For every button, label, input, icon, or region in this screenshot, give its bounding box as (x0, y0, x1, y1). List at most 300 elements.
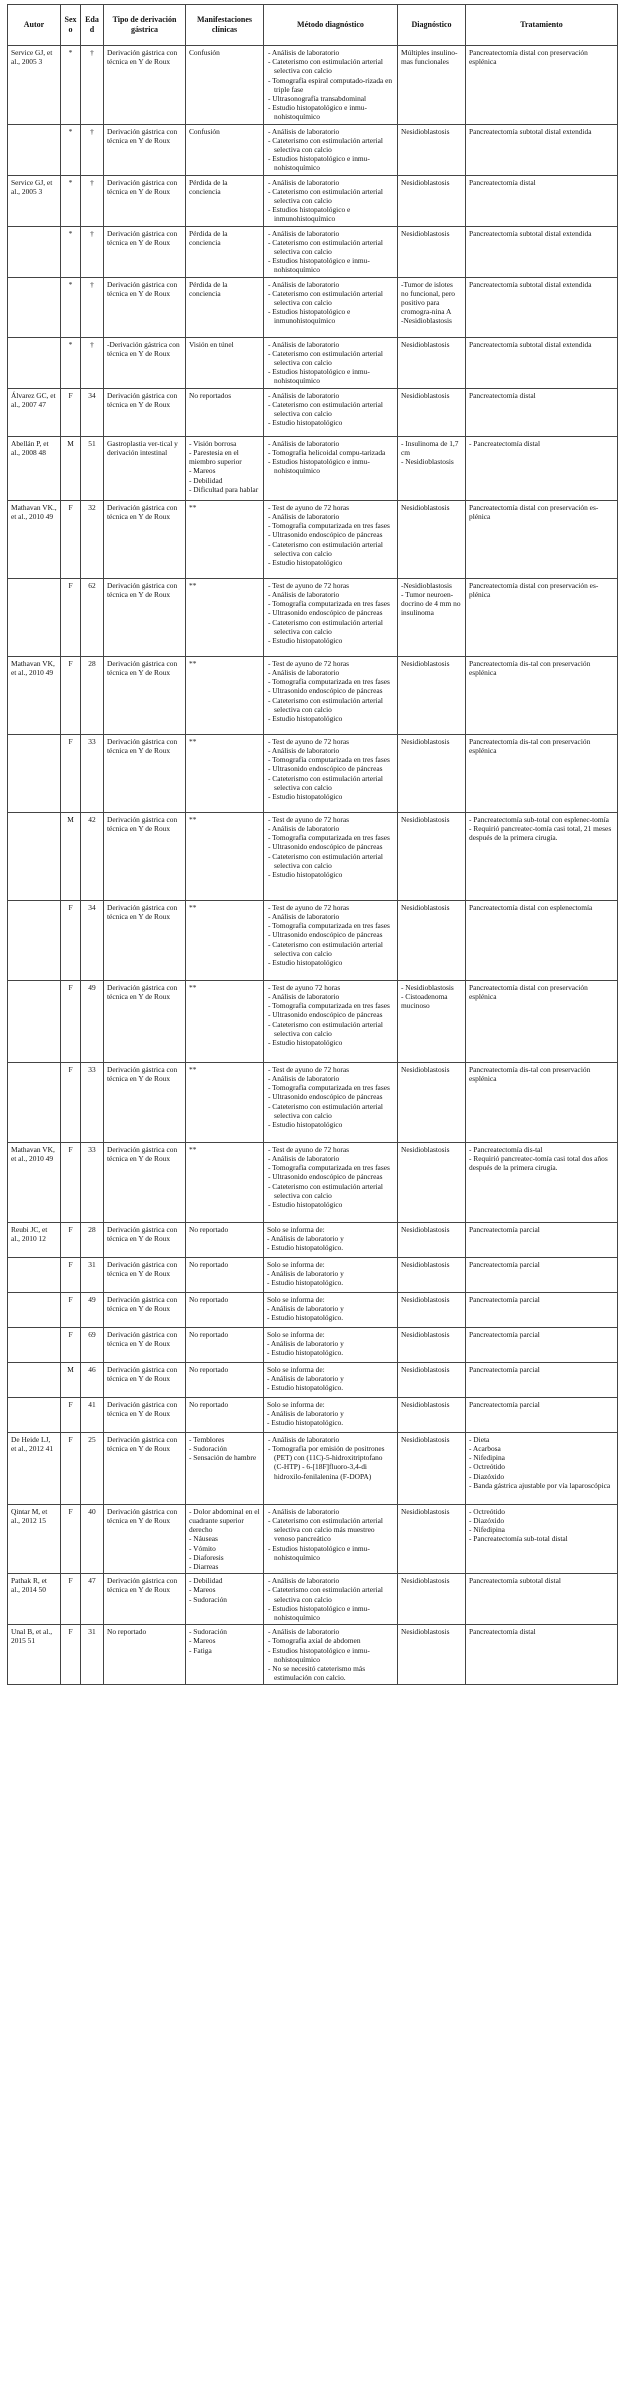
cell-metodo (264, 980, 398, 1062)
cell-manifestaciones (186, 500, 264, 578)
cell-metodo-item: - Análisis de laboratorio (268, 589, 340, 599)
cell-edad: † (81, 175, 104, 226)
cell-edad: 31 (81, 1257, 104, 1292)
cell-edad: 69 (81, 1327, 104, 1362)
cell-metodo-item: - Tomografía computarizada en tres fases (268, 1001, 390, 1011)
cell-metodo-item: - Estudios histopatológico e inmu-nohistoquímico (268, 154, 370, 173)
cell-tratamiento (466, 1257, 618, 1292)
cell-manifestaciones-item: ** (189, 1144, 197, 1154)
cell-metodo-item: - Análisis de laboratorio (268, 667, 340, 677)
cell-metodo (264, 1625, 398, 1685)
cell-tipo: Derivación gástrica con técnica en Y de Roux (104, 734, 186, 812)
cell-diagnostico-item: Nesidioblastosis (401, 736, 450, 746)
cell-edad: 46 (81, 1362, 104, 1397)
cell-manifestaciones (186, 980, 264, 1062)
cell-tratamiento (466, 436, 618, 500)
cell-sexo: * (61, 277, 81, 337)
cell-metodo-item: - Análisis de laboratorio y (267, 1303, 344, 1313)
cell-metodo (264, 337, 398, 388)
table-row (8, 980, 618, 1062)
cell-metodo-item: - Análisis de laboratorio (268, 1434, 340, 1444)
cell-manifestaciones (186, 1257, 264, 1292)
cell-tratamiento (466, 1292, 618, 1327)
cell-manifestaciones-item: ** (189, 1064, 197, 1074)
table-row (8, 500, 618, 578)
cell-diagnostico-item: Nesidioblastosis (401, 1224, 450, 1234)
cell-edad: 28 (81, 1222, 104, 1257)
cell-tratamiento-item: Pancreatectomía subtotal distal extendida (469, 339, 592, 349)
table-row (8, 1574, 618, 1625)
cell-diagnostico-item: Nesidioblastosis (401, 126, 450, 136)
cell-tratamiento (466, 1504, 618, 1573)
cell-sexo: F (61, 734, 81, 812)
table-row (8, 1327, 618, 1362)
table-row (8, 226, 618, 277)
cell-metodo-item: - Análisis de laboratorio (268, 438, 340, 448)
cell-diagnostico (398, 388, 466, 436)
cell-metodo-item: - Análisis de laboratorio (268, 48, 340, 57)
cell-manifestaciones-item: No reportado (189, 1364, 229, 1374)
cell-metodo-item: - Estudio histopatológico. (267, 1278, 344, 1288)
cell-metodo-item: - Tomografía computarizada en tres fases (268, 677, 390, 687)
cell-diagnostico-item: Nesidioblastosis (401, 1399, 450, 1409)
table-row (8, 1397, 618, 1432)
cell-metodo (264, 436, 398, 500)
cell-manifestaciones (186, 1625, 264, 1685)
cell-manifestaciones (186, 1362, 264, 1397)
cell-sexo: * (61, 46, 81, 125)
table-row (8, 1625, 618, 1685)
cell-tratamiento-item: Pancreatectomía subtotal distal (469, 1576, 561, 1586)
cell-tratamiento-item: Pancreatectomía dis-tal con preservación esplénica (469, 658, 591, 677)
cell-sexo: F (61, 980, 81, 1062)
cell-metodo-item: - Ultrasonido endoscópico de páncreas (268, 764, 383, 774)
cell-metodo-item: - Cateterismo con estimulación arterial selectiva con calcio (268, 237, 383, 257)
cell-metodo-item: - Análisis de laboratorio (268, 177, 340, 187)
cell-sexo: F (61, 1432, 81, 1504)
cell-metodo-item: - Tomografía computarizada en tres fases (268, 599, 390, 609)
cell-diagnostico (398, 175, 466, 226)
cell-metodo-item: - Tomografía axial de abdomen (268, 1636, 361, 1646)
table-row (8, 1432, 618, 1504)
cell-metodo-item: - Análisis de laboratorio (268, 1506, 340, 1516)
cell-metodo-item: - Estudio histopatológico (268, 1037, 343, 1047)
cell-tipo: Derivación gástrica con técnica en Y de Roux (104, 277, 186, 337)
cell-metodo (264, 578, 398, 656)
cell-diagnostico-item: Nesidioblastosis (401, 1294, 450, 1304)
cell-metodo-item: - Análisis de laboratorio (268, 1153, 340, 1163)
table-row (8, 277, 618, 337)
cell-edad: 25 (81, 1432, 104, 1504)
cell-autor (8, 337, 61, 388)
cell-tratamiento (466, 1362, 618, 1397)
cell-tipo: No reportado (104, 1625, 186, 1685)
cell-tipo: Derivación gástrica con técnica en Y de Roux (104, 124, 186, 175)
cell-metodo-item: - Análisis de laboratorio (268, 911, 340, 921)
cell-tratamiento (466, 277, 618, 337)
cell-tratamiento-item: Pancreatectomía dis-tal con preservación esplénica (469, 736, 591, 755)
cell-metodo-item: - Tomografía computarizada en tres fases (268, 1083, 390, 1093)
cell-diagnostico (398, 226, 466, 277)
cell-metodo-item: - Cateterismo con estimulación arterial selectiva con calcio más muestreo venoso pancreático (268, 1515, 383, 1544)
cell-manifestaciones-item: Confusión (189, 48, 220, 57)
cell-metodo-item: - Cateterismo con estimulación arterial selectiva con calcio (268, 186, 383, 206)
cell-tipo: Derivación gástrica con técnica en Y de Roux (104, 388, 186, 436)
cell-manifestaciones (186, 175, 264, 226)
cell-sexo: F (61, 1222, 81, 1257)
cell-diagnostico (398, 1257, 466, 1292)
cell-metodo-item: - Test de ayuno de 72 horas (268, 502, 350, 512)
cell-sexo: F (61, 1257, 81, 1292)
cell-tratamiento (466, 1625, 618, 1685)
table-row (8, 1292, 618, 1327)
cell-sexo: M (61, 1362, 81, 1397)
cell-autor: Mathavan VK, et al., 2010 49 (8, 1142, 61, 1222)
cell-tratamiento-item: Pancreatectomía distal (469, 1627, 536, 1637)
header-manifestaciones: Manifestaciones clínicas (186, 5, 264, 46)
cell-metodo-item: - Análisis de laboratorio (268, 1627, 340, 1637)
cell-metodo-item: - Análisis de laboratorio (268, 279, 340, 289)
cell-diagnostico (398, 500, 466, 578)
cell-metodo-item: - Test de ayuno de 72 horas (268, 658, 350, 668)
cell-diagnostico (398, 1397, 466, 1432)
cell-autor (8, 812, 61, 900)
cell-metodo-item: - Cateterismo con estimulación arterial selectiva con calcio (268, 1101, 383, 1120)
cell-tratamiento-item: - Diazóxido (469, 1515, 505, 1525)
cell-metodo-item: - Estudio histopatológico (268, 1199, 343, 1209)
cell-edad: 31 (81, 1625, 104, 1685)
cell-tratamiento-item: - Acarbosa (469, 1443, 501, 1453)
cell-sexo: F (61, 578, 81, 656)
cell-metodo-item: - Cateterismo con estimulación arterial selectiva con calcio (268, 1181, 383, 1200)
cell-autor: Mathavan VK, et al., 2010 49 (8, 656, 61, 734)
cell-metodo-item: - Estudio histopatológico. (267, 1243, 344, 1253)
cell-tratamiento-item: Pancreatectomía parcial (469, 1364, 540, 1374)
cell-sexo: F (61, 388, 81, 436)
cell-metodo-item: - Cateterismo con estimulación arterial selectiva con calcio (268, 773, 383, 792)
cell-manifestaciones-item: - Diarreas (189, 1561, 219, 1571)
cell-manifestaciones-item: - Dificultad para hablar (189, 484, 259, 494)
cell-manifestaciones-item: - Debilidad (189, 1576, 223, 1586)
cell-metodo-item: - Cateterismo con estimulación arterial selectiva con calcio (268, 851, 383, 870)
cell-metodo-item: - Cateterismo con estimulación arterial selectiva con calcio (268, 288, 383, 308)
cell-metodo (264, 277, 398, 337)
cell-tratamiento (466, 1574, 618, 1625)
cell-autor (8, 1397, 61, 1432)
cell-tipo: Derivación gástrica con técnica en Y de Roux (104, 1432, 186, 1504)
cell-metodo-item: - Análisis de laboratorio (268, 1073, 340, 1083)
cell-tipo: Derivación gástrica con técnica en Y de Roux (104, 1574, 186, 1625)
cell-metodo (264, 656, 398, 734)
cell-tratamiento-item: Pancreatectomía dis-tal con preservación esplénica (469, 1064, 591, 1083)
cell-sexo: F (61, 1397, 81, 1432)
cell-manifestaciones (186, 277, 264, 337)
cell-tratamiento-item: Pancreatectomía distal con preservación esplénica (469, 48, 588, 67)
cell-tratamiento-item: Pancreatectomía distal (469, 390, 536, 400)
cell-metodo-item: - Análisis de laboratorio (268, 991, 340, 1001)
cell-metodo-item: - Estudios histopatológico e inmunohistoquímico (268, 205, 351, 224)
cell-manifestaciones (186, 124, 264, 175)
cell-metodo-item: - Test de ayuno de 72 horas (268, 902, 350, 912)
cell-tratamiento (466, 1062, 618, 1142)
cell-metodo (264, 900, 398, 980)
cell-autor (8, 980, 61, 1062)
cell-manifestaciones-item: - Visión borrosa (189, 438, 237, 448)
cell-metodo-item: - Estudio histopatológico (268, 713, 343, 723)
cell-diagnostico (398, 812, 466, 900)
cell-tipo: Derivación gástrica con técnica en Y de Roux (104, 1292, 186, 1327)
table-row (8, 1504, 618, 1573)
cell-edad: 40 (81, 1504, 104, 1573)
cell-tratamiento (466, 812, 618, 900)
cell-manifestaciones (186, 46, 264, 125)
cell-diagnostico-item: Nesidioblastosis (401, 502, 450, 512)
cell-tipo: Derivación gástrica con técnica en Y de Roux (104, 656, 186, 734)
table-row (8, 175, 618, 226)
cell-metodo (264, 1574, 398, 1625)
cell-diagnostico (398, 734, 466, 812)
cell-manifestaciones (186, 812, 264, 900)
cell-tratamiento-item: Pancreatectomía subtotal distal extendida (469, 228, 592, 238)
cell-tipo: Derivación gástrica con técnica en Y de Roux (104, 500, 186, 578)
cell-manifestaciones (186, 1222, 264, 1257)
cell-manifestaciones-item: ** (189, 814, 197, 824)
cell-diagnostico (398, 1292, 466, 1327)
cell-metodo-item: - Cateterismo con estimulación arterial selectiva con calcio (268, 1019, 383, 1038)
header-tratamiento: Tratamiento (466, 5, 618, 46)
cell-tratamiento-item: - Diazóxido (469, 1471, 505, 1481)
cell-tratamiento-item: - Pancreatectomía dis-tal (469, 1144, 543, 1154)
cell-metodo-item: Solo se informa de: (267, 1259, 325, 1269)
cell-tratamiento-item: - Dieta (469, 1434, 490, 1444)
cell-diagnostico-item: Múltiples insulino-mas funcionales (401, 48, 458, 67)
cell-diagnostico-item: Nesidioblastosis (401, 1576, 450, 1586)
cell-sexo: M (61, 812, 81, 900)
cell-metodo-item: - Tomografía computarizada en tres fases (268, 755, 390, 765)
cell-edad: 33 (81, 734, 104, 812)
cell-sexo: F (61, 900, 81, 980)
cell-edad: 28 (81, 656, 104, 734)
cell-metodo-item: - Cateterismo con estimulación arterial selectiva con calcio (268, 695, 383, 714)
cell-tratamiento (466, 1432, 618, 1504)
cell-tratamiento-item: Pancreatectomía distal (469, 177, 536, 187)
cell-sexo: F (61, 500, 81, 578)
table-row (8, 734, 618, 812)
cell-edad: † (81, 46, 104, 125)
cell-tratamiento-item: Pancreatectomía subtotal distal extendida (469, 279, 592, 289)
cell-metodo-item: - Análisis de laboratorio (268, 745, 340, 755)
cell-metodo-item: - Ultrasonido endoscópico de páncreas (268, 530, 383, 540)
cell-metodo-item: - No se necesitó cateterismo más estimulación con calcio. (268, 1663, 366, 1683)
cell-tipo: Derivación gástrica con técnica en Y de Roux (104, 1397, 186, 1432)
cell-tratamiento (466, 578, 618, 656)
cell-manifestaciones-item: - Vómito (189, 1543, 216, 1553)
cell-tipo: Derivación gástrica con técnica en Y de Roux (104, 1327, 186, 1362)
cell-tratamiento-item: - Nifedipina (469, 1453, 505, 1463)
cell-sexo: F (61, 1625, 81, 1685)
cell-metodo (264, 1327, 398, 1362)
cell-diagnostico-item: Nesidioblastosis (401, 1506, 450, 1516)
cell-metodo-item: - Tomografía espiral computado-rizada en triple fase (268, 75, 393, 94)
cell-metodo (264, 812, 398, 900)
cell-manifestaciones (186, 337, 264, 388)
table-row (8, 1362, 618, 1397)
cell-autor (8, 1292, 61, 1327)
cell-manifestaciones-item: ** (189, 902, 197, 912)
cell-tipo: Derivación gástrica con técnica en Y de Roux (104, 980, 186, 1062)
cell-manifestaciones-item: ** (189, 580, 197, 590)
cell-metodo (264, 1292, 398, 1327)
cell-metodo-item: - Cateterismo con estimulación arterial selectiva con calcio (268, 617, 383, 636)
cell-metodo-item: - Test de ayuno de 72 horas (268, 736, 350, 746)
cell-manifestaciones-item: - Sudoración (189, 1443, 227, 1453)
cell-diagnostico-item: Nesidioblastosis (401, 339, 450, 349)
cell-diagnostico-item: Nesidioblastosis (401, 1627, 450, 1637)
cell-diagnostico (398, 1625, 466, 1685)
cell-tipo: -Derivación gástrica con técnica en Y de Roux (104, 337, 186, 388)
table-row (8, 812, 618, 900)
cell-metodo-item: - Estudio histopatológico (268, 957, 343, 967)
cell-diagnostico-item: Nesidioblastosis (401, 902, 450, 912)
cell-metodo (264, 1142, 398, 1222)
cell-metodo-item: - Análisis de laboratorio (268, 126, 340, 136)
cell-metodo-item: Solo se informa de: (267, 1224, 325, 1234)
cell-tratamiento-item: - Nifedipina (469, 1525, 505, 1535)
cell-autor: Reubi JC, et al., 2010 12 (8, 1222, 61, 1257)
cell-metodo (264, 500, 398, 578)
cell-manifestaciones-item: No reportado (189, 1329, 229, 1339)
cell-manifestaciones-item: Pérdida de la conciencia (189, 228, 228, 247)
cell-sexo: * (61, 226, 81, 277)
cell-tratamiento (466, 656, 618, 734)
cell-autor: Álvarez GC, et al., 2007 47 (8, 388, 61, 436)
cell-manifestaciones (186, 578, 264, 656)
cell-tratamiento (466, 1397, 618, 1432)
cell-metodo-item: - Análisis de laboratorio y (267, 1373, 344, 1383)
cell-diagnostico (398, 578, 466, 656)
cell-tratamiento (466, 1222, 618, 1257)
cell-autor: Service GJ, et al., 2005 3 (8, 46, 61, 125)
cell-sexo: F (61, 1504, 81, 1573)
cell-edad: 62 (81, 578, 104, 656)
cell-diagnostico-item: Nesidioblastosis (401, 1144, 450, 1154)
cell-diagnostico (398, 656, 466, 734)
cell-diagnostico (398, 124, 466, 175)
cell-diagnostico (398, 980, 466, 1062)
cell-tratamiento (466, 900, 618, 980)
cell-metodo-item: - Análisis de laboratorio (268, 339, 340, 349)
cell-tratamiento-item: Pancreatectomía subtotal distal extendida (469, 126, 592, 136)
cell-edad: 41 (81, 1397, 104, 1432)
cell-tipo: Derivación gástrica con técnica en Y de Roux (104, 1142, 186, 1222)
table-row (8, 388, 618, 436)
cell-diagnostico-item: Nesidioblastosis (401, 1259, 450, 1269)
cell-metodo (264, 1062, 398, 1142)
cell-metodo-item: - Cateterismo con estimulación arterial selectiva con calcio (268, 348, 383, 368)
cell-manifestaciones-item: - Mareos (189, 1585, 216, 1595)
cell-metodo (264, 1362, 398, 1397)
cell-sexo: * (61, 337, 81, 388)
cell-edad: 49 (81, 980, 104, 1062)
cell-metodo-item: - Estudio histopatológico e inmu-nohistoquímico (268, 103, 367, 122)
cell-metodo-item: Solo se informa de: (267, 1399, 325, 1409)
cell-manifestaciones-item: No reportado (189, 1399, 229, 1409)
cell-manifestaciones (186, 734, 264, 812)
cell-tipo: Gastroplastia ver-tical y derivación intestinal (104, 436, 186, 500)
cell-autor (8, 900, 61, 980)
table-row (8, 900, 618, 980)
cell-tratamiento-item: Pancreatectomía parcial (469, 1294, 540, 1304)
cell-tratamiento (466, 388, 618, 436)
cell-manifestaciones-item: Pérdida de la conciencia (189, 279, 228, 298)
cell-metodo-item: - Análisis de laboratorio (268, 511, 340, 521)
cell-metodo-item: - Test de ayuno de 72 horas (268, 814, 350, 824)
cell-tratamiento-item: Pancreatectomía distal con preservación es-plénica (469, 502, 599, 521)
cell-diagnostico-item: Nesidioblastosis (401, 1064, 450, 1074)
table-row (8, 124, 618, 175)
table-row (8, 1222, 618, 1257)
cell-edad: 51 (81, 436, 104, 500)
cell-tratamiento-item: - Pancreatectomía distal (469, 438, 541, 448)
cell-tratamiento (466, 337, 618, 388)
cell-diagnostico (398, 900, 466, 980)
cell-autor (8, 1327, 61, 1362)
header-metodo: Método diagnóstico (264, 5, 398, 46)
cell-tratamiento-item: Pancreatectomía distal con preservación esplénica (469, 982, 588, 1001)
cell-tratamiento-item: - Requirió pancreatec-tomía casi total, 21 meses después de la primera cirugía. (469, 823, 612, 843)
cell-manifestaciones-item: No reportado (189, 1294, 229, 1304)
cell-diagnostico-item: -Nesidioblastosis (401, 316, 452, 326)
cell-manifestaciones-item: - Diaforesis (189, 1552, 224, 1562)
cell-diagnostico-item: -Tumor de islotes no funcional, pero positivo para cromogra-nina A (401, 279, 455, 317)
cell-tipo: Derivación gástrica con técnica en Y de Roux (104, 1062, 186, 1142)
cell-manifestaciones-item: - Dolor abdominal en el cuadrante superior derecho (189, 1506, 260, 1535)
table-row (8, 436, 618, 500)
cell-manifestaciones-item: - Mareos (189, 466, 216, 476)
cell-metodo-item: - Ultrasonido endoscópico de páncreas (268, 1092, 383, 1102)
cell-autor: Unal B, et al., 2015 51 (8, 1625, 61, 1685)
cell-manifestaciones (186, 436, 264, 500)
cell-metodo-item: - Cateterismo con estimulación arterial selectiva con calcio (268, 539, 383, 558)
case-table (7, 4, 618, 1685)
cell-autor: Mathavan VK., et al., 2010 49 (8, 500, 61, 578)
cell-autor (8, 124, 61, 175)
cell-metodo (264, 1504, 398, 1573)
cell-manifestaciones-item: - Sensación de hambre (189, 1453, 257, 1463)
cell-diagnostico-item: Nesidioblastosis (401, 177, 450, 187)
cell-metodo-item: - Test de ayuno de 72 horas (268, 1064, 350, 1074)
cell-autor (8, 734, 61, 812)
cell-tratamiento (466, 226, 618, 277)
table-row (8, 46, 618, 125)
cell-metodo-item: - Cateterismo con estimulación arterial selectiva con calcio (268, 399, 383, 419)
cell-metodo-item: - Ultrasonido endoscópico de páncreas (268, 608, 383, 618)
cell-manifestaciones (186, 1142, 264, 1222)
cell-autor: Abellán P, et al., 2008 48 (8, 436, 61, 500)
cell-metodo-item: - Estudios histopatológico e inmu-nohistoquímico (268, 1543, 370, 1562)
cell-edad: 34 (81, 388, 104, 436)
cell-diagnostico-item: - Insulinoma de 1,7 cm (401, 438, 459, 457)
cell-diagnostico-item: - Nesidioblastosis (401, 982, 454, 992)
cell-tratamiento-item: - Pancreatectomía sub-total con esplenec-tomía (469, 814, 609, 824)
cell-manifestaciones (186, 900, 264, 980)
cell-metodo (264, 734, 398, 812)
cell-tratamiento (466, 980, 618, 1062)
cell-tipo: Derivación gástrica con técnica en Y de Roux (104, 1504, 186, 1573)
cell-diagnostico-item: - Nesidioblastosis (401, 457, 454, 467)
cell-metodo-item: - Tomografía computarizada en tres fases (268, 833, 390, 843)
cell-tipo: Derivación gástrica con técnica en Y de Roux (104, 1362, 186, 1397)
